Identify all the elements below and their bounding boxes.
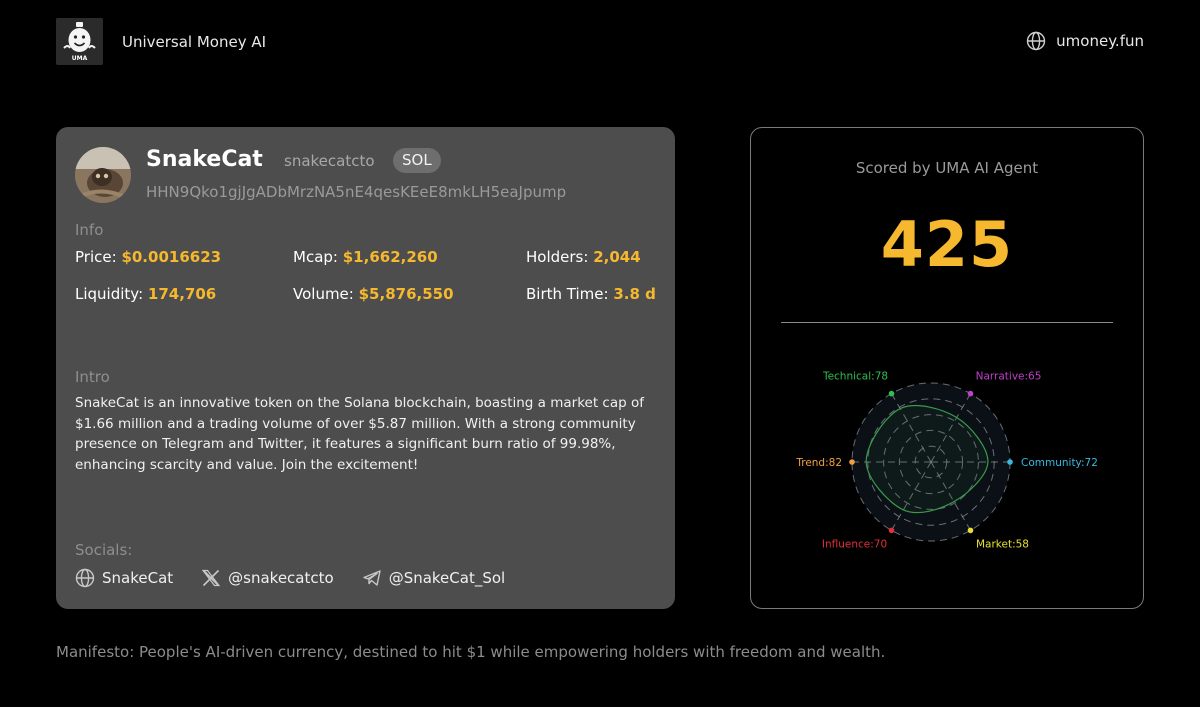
contract-address[interactable]: HHN9Qko1gjJgADbMrzNA5nE4qesKEeE8mkLH5eaJpump xyxy=(146,183,567,201)
liquidity-label: Liquidity: xyxy=(75,285,144,303)
radar-point-narrative xyxy=(968,391,974,397)
radar-point-trend xyxy=(849,459,855,465)
globe-icon xyxy=(1026,31,1046,51)
logo-text: UMA xyxy=(71,55,88,62)
socials-label: Socials: xyxy=(75,541,133,559)
stat-volume xyxy=(293,285,454,303)
site-link[interactable] xyxy=(1026,31,1144,51)
stat-birth-time xyxy=(526,285,656,303)
social-website-text: SnakeCat xyxy=(102,569,174,587)
birth-label: Birth Time: xyxy=(526,285,609,303)
social-x[interactable] xyxy=(201,568,334,588)
stat-mcap xyxy=(293,248,438,266)
stat-price xyxy=(75,248,221,266)
socials-list xyxy=(75,568,533,588)
price-label: Price: xyxy=(75,248,117,266)
chain-badge: SOL xyxy=(393,148,441,173)
radar-chart xyxy=(751,128,1143,608)
mcap-value: $1,662,260 xyxy=(342,248,438,266)
radar-label-community: Community:72 xyxy=(1021,457,1098,469)
radar-label-trend: Trend:82 xyxy=(796,457,842,469)
uma-logo[interactable] xyxy=(56,18,103,65)
volume-label: Volume: xyxy=(293,285,354,303)
score-value: 425 xyxy=(880,208,1014,281)
telegram-icon xyxy=(362,568,382,588)
radar-point-influence xyxy=(889,528,895,534)
token-avatar xyxy=(75,147,131,203)
price-value: $0.0016623 xyxy=(121,248,222,266)
radar-point-community xyxy=(1007,459,1013,465)
score-caption: Scored by UMA AI Agent xyxy=(855,159,1039,177)
liquidity-value: 174,706 xyxy=(147,285,217,303)
intro-text: SnakeCat is an innovative token on the Solana blockchain, boasting a market cap of $1.66 million and a trading volume of over $5.87 million. With a strong community presence on Telegram and Twitter, it features a significant burn ratio of 99.98%, enhancing scarcity and value. Join the excitement! xyxy=(75,395,644,473)
manifesto: Manifesto: People's AI-driven currency, destined to hit $1 while empowering holders with freedom and wealth. xyxy=(56,643,886,661)
volume-value: $5,876,550 xyxy=(358,285,454,303)
birth-value: 3.8 d xyxy=(613,285,656,303)
holders-label: Holders: xyxy=(526,248,589,266)
score-card xyxy=(750,127,1144,609)
radar-label-narrative: Narrative:65 xyxy=(975,370,1042,383)
social-website[interactable] xyxy=(75,568,173,588)
social-x-text: @snakecatcto xyxy=(228,569,334,587)
mcap-label: Mcap: xyxy=(293,248,338,266)
token-name: SnakeCat xyxy=(146,147,263,172)
social-telegram-text: @SnakeCat_Sol xyxy=(388,569,506,587)
stat-liquidity xyxy=(75,285,216,303)
globe-icon xyxy=(75,568,95,588)
intro-label: Intro xyxy=(75,368,110,386)
radar-label-influence: Influence:70 xyxy=(821,538,888,551)
app-title: Universal Money AI xyxy=(122,33,267,51)
radar-point-technical xyxy=(889,391,895,397)
snakecat-avatar-icon xyxy=(75,147,131,203)
social-telegram[interactable] xyxy=(362,568,506,588)
info-label: Info xyxy=(75,221,104,239)
radar-label-technical: Technical:78 xyxy=(822,370,889,383)
radar-point-market xyxy=(968,528,974,534)
token-card xyxy=(56,127,675,609)
site-url: umoney.fun xyxy=(1056,32,1144,50)
token-handle: snakecatcto xyxy=(284,152,375,170)
holders-value: 2,044 xyxy=(593,248,641,266)
stat-holders xyxy=(526,248,641,266)
x-icon xyxy=(201,568,221,588)
radar-label-market: Market:58 xyxy=(976,538,1029,551)
